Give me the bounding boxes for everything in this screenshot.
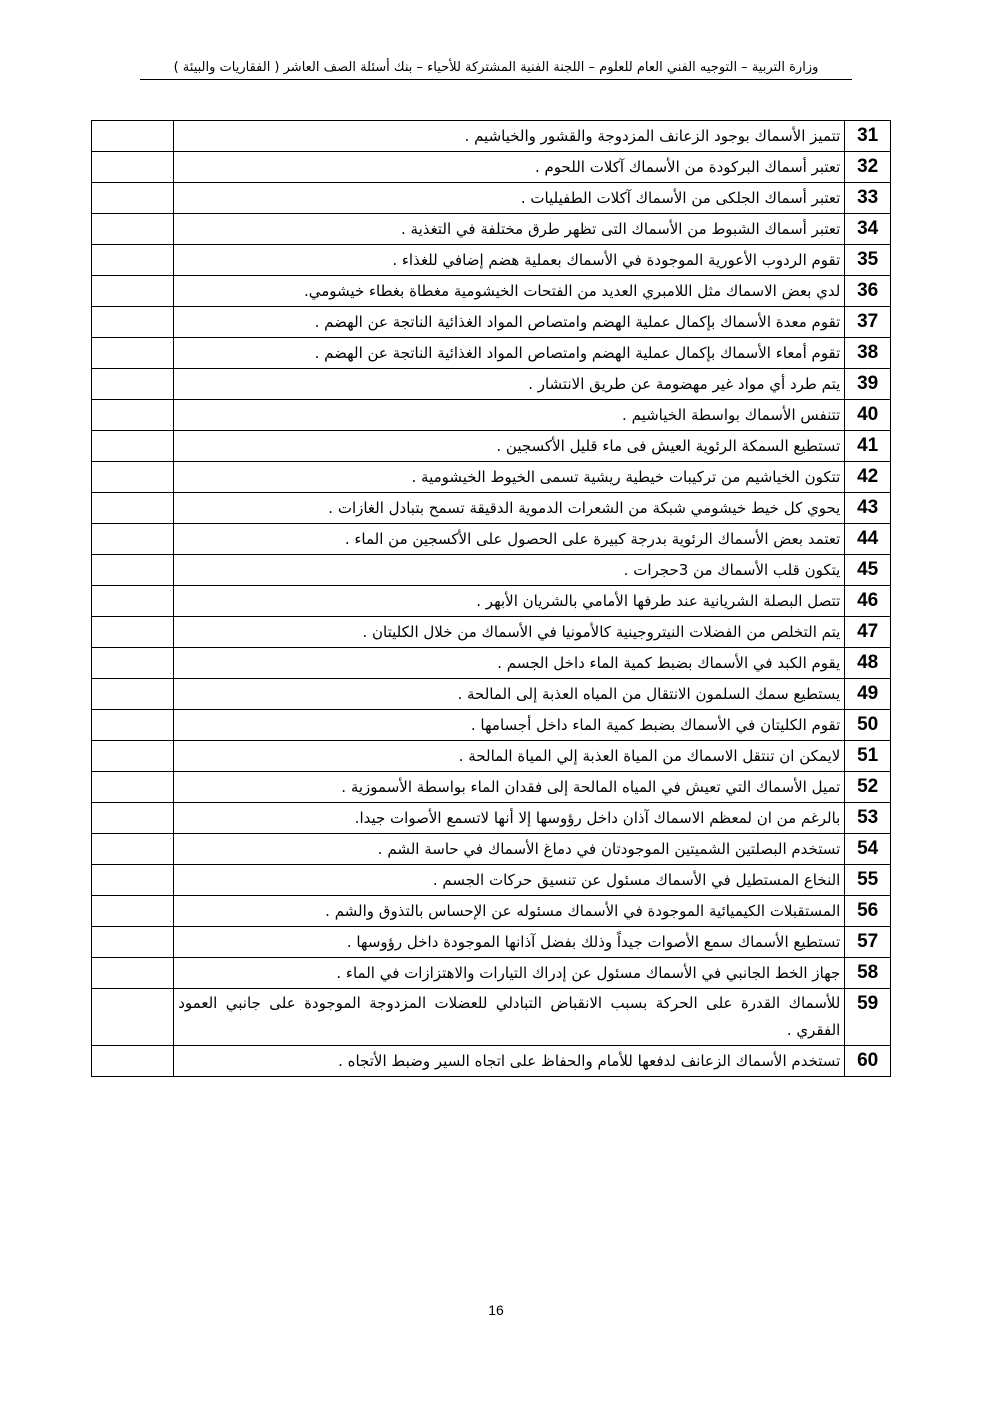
question-statement: تستطيع الأسماك سمع الأصوات جيداً وذلك بفضل آذانها الموجودة داخل رؤوسها . (174, 927, 845, 958)
question-number: 40 (845, 400, 891, 431)
page-number: 16 (488, 1302, 504, 1318)
question-row (92, 741, 891, 772)
answer-cell[interactable] (92, 710, 174, 741)
question-number: 52 (845, 772, 891, 803)
question-statement: بالرغم من ان لمعظم الاسماك آذان داخل رؤوسها إلا أنها لاتسمع الأصوات جيدا. (174, 803, 845, 834)
answer-cell[interactable] (92, 245, 174, 276)
question-row (92, 586, 891, 617)
question-statement: تتصل البصلة الشريانية عند طرفها الأمامي بالشريان الأبهر . (174, 586, 845, 617)
question-number: 36 (845, 276, 891, 307)
question-row (92, 338, 891, 369)
questions-table-body (92, 121, 891, 1077)
question-statement: لدي بعض الاسماك مثل اللامبري العديد من الفتحات الخيشومية مغطاة بغطاء خيشومي. (174, 276, 845, 307)
question-row (92, 958, 891, 989)
question-row (92, 927, 891, 958)
question-statement: يتم التخلص من الفضلات النيتروجينية كالأمونيا في الأسماك من خلال الكليتان . (174, 617, 845, 648)
question-number: 55 (845, 865, 891, 896)
answer-cell[interactable] (92, 648, 174, 679)
question-statement: تتميز الأسماك بوجود الزعانف المزدوجة والقشور والخياشيم . (174, 121, 845, 152)
question-row (92, 710, 891, 741)
answer-cell[interactable] (92, 369, 174, 400)
question-number: 31 (845, 121, 891, 152)
question-row (92, 617, 891, 648)
question-row (92, 400, 891, 431)
question-row (92, 214, 891, 245)
question-statement: تعتبر أسماك الشبوط من الأسماك التى تظهر طرق مختلفة في التغذية . (174, 214, 845, 245)
question-row (92, 276, 891, 307)
answer-cell[interactable] (92, 989, 174, 1046)
question-number: 60 (845, 1046, 891, 1077)
question-statement: تقوم أمعاء الأسماك بإكمال عملية الهضم وامتصاص المواد الغذائية الناتجة عن الهضم . (174, 338, 845, 369)
question-statement: يتم طرد أي مواد غير مهضومة عن طريق الانتشار . (174, 369, 845, 400)
question-statement: تقوم الكليتان في الأسماك بضبط كمية الماء داخل أجسامها . (174, 710, 845, 741)
question-row (92, 183, 891, 214)
answer-cell[interactable] (92, 958, 174, 989)
answer-cell[interactable] (92, 1046, 174, 1077)
answer-cell[interactable] (92, 493, 174, 524)
answer-cell[interactable] (92, 152, 174, 183)
question-row (92, 307, 891, 338)
answer-cell[interactable] (92, 524, 174, 555)
question-number: 38 (845, 338, 891, 369)
question-row (92, 555, 891, 586)
question-statement: المستقبلات الكيميائية الموجودة في الأسماك مسئوله عن الإحساس بالتذوق والشم . (174, 896, 845, 927)
question-row (92, 121, 891, 152)
answer-cell[interactable] (92, 865, 174, 896)
question-number: 48 (845, 648, 891, 679)
answer-cell[interactable] (92, 462, 174, 493)
questions-table (91, 120, 891, 1077)
question-number: 51 (845, 741, 891, 772)
answer-cell[interactable] (92, 772, 174, 803)
question-statement: تعتمد بعض الأسماك الرئوية بدرجة كبيرة على الحصول على الأكسجين من الماء . (174, 524, 845, 555)
answer-cell[interactable] (92, 834, 174, 865)
answer-cell[interactable] (92, 307, 174, 338)
question-number: 39 (845, 369, 891, 400)
question-number: 54 (845, 834, 891, 865)
question-row (92, 679, 891, 710)
answer-cell[interactable] (92, 896, 174, 927)
question-row (92, 462, 891, 493)
question-statement: تتنفس الأسماك بواسطة الخياشيم . (174, 400, 845, 431)
question-statement: جهاز الخط الجانبي في الأسماك مسئول عن إدراك التيارات والاهتزازات في الماء . (174, 958, 845, 989)
question-statement: لايمكن ان تنتقل الاسماك من المياة العذبة إلي المياة المالحة . (174, 741, 845, 772)
answer-cell[interactable] (92, 214, 174, 245)
question-statement: تعتبر أسماك البركودة من الأسماك آكلات اللحوم . (174, 152, 845, 183)
answer-cell[interactable] (92, 555, 174, 586)
question-number: 47 (845, 617, 891, 648)
question-statement: يتكون قلب الأسماك من 3حجرات . (174, 555, 845, 586)
question-row (92, 1046, 891, 1077)
question-number: 35 (845, 245, 891, 276)
question-number: 49 (845, 679, 891, 710)
answer-cell[interactable] (92, 400, 174, 431)
question-number: 33 (845, 183, 891, 214)
question-number: 59 (845, 989, 891, 1046)
answer-cell[interactable] (92, 431, 174, 462)
question-number: 56 (845, 896, 891, 927)
question-statement: تعتبر أسماك الجلكى من الأسماك آكلات الطفيليات . (174, 183, 845, 214)
question-statement: يقوم الكبد في الأسماك بضبط كمية الماء داخل الجسم . (174, 648, 845, 679)
question-statement: تستخدم الأسماك الزعانف لدفعها للأمام والحفاظ على اتجاه السير وضبط الأتجاه . (174, 1046, 845, 1077)
question-row (92, 245, 891, 276)
question-number: 58 (845, 958, 891, 989)
page-header: وزارة التربية – التوجيه الفني العام للعلوم – اللجنة الفنية المشتركة للأحياء – بنك أسئلة الصف العاشر ( الفقاريات والبيئة ) (140, 60, 852, 80)
question-row (92, 431, 891, 462)
answer-cell[interactable] (92, 183, 174, 214)
answer-cell[interactable] (92, 927, 174, 958)
question-row (92, 152, 891, 183)
answer-cell[interactable] (92, 276, 174, 307)
question-number: 50 (845, 710, 891, 741)
question-row (92, 648, 891, 679)
question-statement: النخاع المستطيل في الأسماك مسئول عن تنسيق حركات الجسم . (174, 865, 845, 896)
question-row (92, 834, 891, 865)
question-statement: تميل الأسماك التي تعيش في المياه المالحة إلى فقدان الماء بواسطة الأسموزية . (174, 772, 845, 803)
question-row (92, 524, 891, 555)
question-number: 44 (845, 524, 891, 555)
question-row (92, 989, 891, 1046)
question-statement: يستطيع سمك السلمون الانتقال من المياه العذبة إلى المالحة . (174, 679, 845, 710)
question-number: 32 (845, 152, 891, 183)
answer-cell[interactable] (92, 121, 174, 152)
question-row (92, 803, 891, 834)
answer-cell[interactable] (92, 617, 174, 648)
answer-cell[interactable] (92, 741, 174, 772)
question-row (92, 369, 891, 400)
question-number: 37 (845, 307, 891, 338)
question-statement: تقوم معدة الأسماك بإكمال عملية الهضم وامتصاص المواد الغذائية الناتجة عن الهضم . (174, 307, 845, 338)
question-row (92, 493, 891, 524)
question-number: 53 (845, 803, 891, 834)
question-number: 46 (845, 586, 891, 617)
question-statement: يحوي كل خيط خيشومي شبكة من الشعرات الدموية الدقيقة تسمح بتبادل الغازات . (174, 493, 845, 524)
answer-cell[interactable] (92, 679, 174, 710)
question-number: 43 (845, 493, 891, 524)
question-row (92, 772, 891, 803)
question-number: 57 (845, 927, 891, 958)
question-row (92, 896, 891, 927)
question-row (92, 865, 891, 896)
answer-cell[interactable] (92, 338, 174, 369)
question-number: 34 (845, 214, 891, 245)
question-number: 45 (845, 555, 891, 586)
question-statement: تقوم الردوب الأعورية الموجودة في الأسماك بعملية هضم إضافي للغذاء . (174, 245, 845, 276)
answer-cell[interactable] (92, 803, 174, 834)
question-number: 41 (845, 431, 891, 462)
question-statement: تتكون الخياشيم من تركيبات خيطية ريشية تسمى الخيوط الخيشومية . (174, 462, 845, 493)
question-number: 42 (845, 462, 891, 493)
question-statement: تستطيع السمكة الرئوية العيش فى ماء قليل الأكسجين . (174, 431, 845, 462)
question-statement: للأسماك القدرة على الحركة بسبب الانقباض التبادلي للعضلات المزدوجة الموجودة على جانبي العمود الفقري . (174, 989, 845, 1046)
question-statement: تستخدم البصلتين الشميتين الموجودتان في دماغ الأسماك في حاسة الشم . (174, 834, 845, 865)
answer-cell[interactable] (92, 586, 174, 617)
